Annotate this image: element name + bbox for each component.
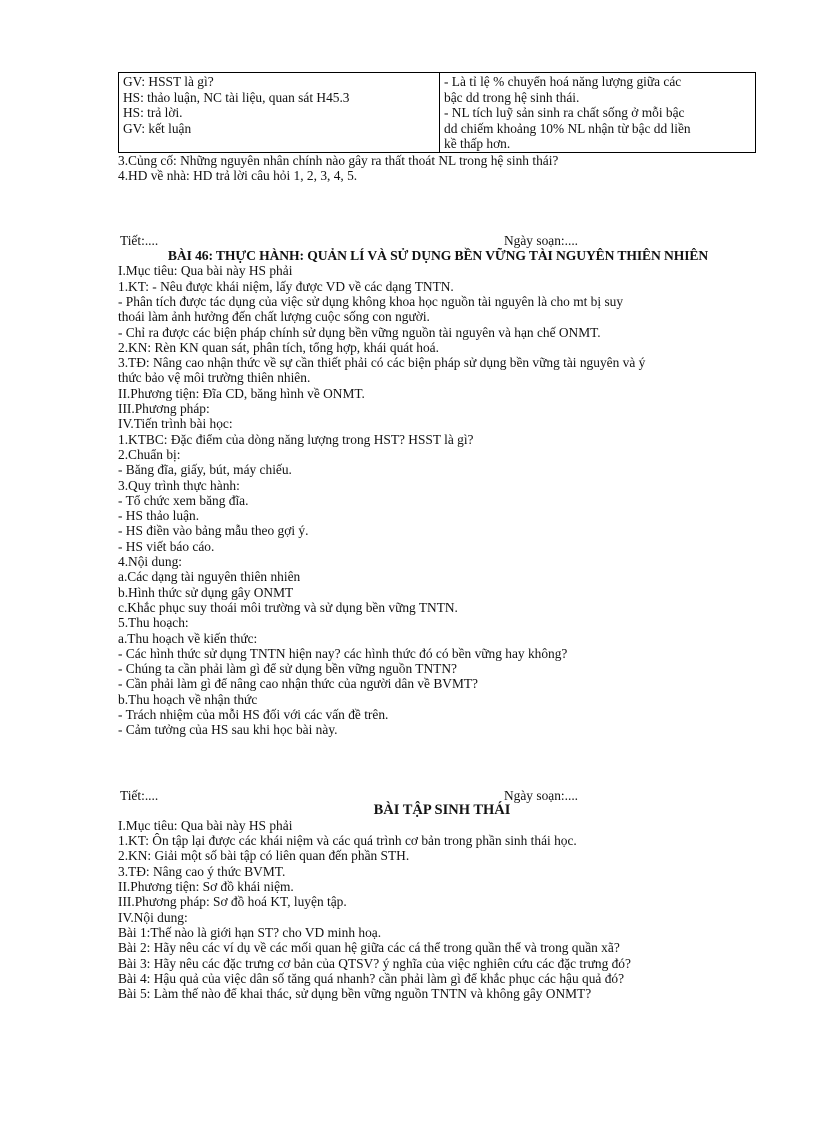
lesson46-title: BÀI 46: THỰC HÀNH: QUẢN LÍ VÀ SỬ DỤNG BỀN VỮNG TÀI NGUYÊN THIÊN NHIÊN: [167, 248, 709, 264]
lesson46-header: [118, 233, 758, 248]
text-line: 4.Nội dung:: [118, 554, 182, 570]
text-line: 2.KN: Rèn KN quan sát, phân tích, tổng hợp, khái quát hoá.: [118, 339, 439, 355]
ngay-soan-label: Ngày soạn:....: [504, 233, 579, 249]
table-right-line: - Là tỉ lệ % chuyển hoá năng lượng giữa các: [444, 74, 682, 89]
text-line: 1.KTBC: Đặc điểm của dòng năng lượng trong HST? HSST là gì?: [118, 431, 474, 447]
text-line: - HS điền vào bảng mẫu theo gợi ý.: [118, 523, 309, 539]
text-line: 1.KT: - Nêu được khái niệm, lấy được VD về các dạng TNTN.: [118, 278, 454, 294]
tiet-label: Tiết:....: [120, 233, 159, 249]
document-page: [118, 72, 758, 1001]
text-line: b.Thu hoạch về nhận thức: [118, 691, 258, 707]
consolidation-line: 3.Củng cố: Những nguyên nhân chính nào gây ra thất thoát NL trong hệ sinh thái?: [118, 152, 559, 168]
text-line: III.Phương pháp: Sơ đồ hoá KT, luyện tập.: [118, 894, 347, 910]
table-row: [119, 73, 756, 153]
text-line: - Chúng ta cần phải làm gì để sử dụng bền vững nguồn TNTN?: [118, 661, 457, 677]
text-line: 2.KN: Giải một số bài tập có liên quan đến phần STH.: [118, 848, 410, 864]
table-right-line: kề thấp hơn.: [444, 136, 511, 151]
ngay-soan-label: Ngày soạn:....: [504, 787, 579, 803]
text-line: 1.KT: Ôn tập lại được các khái niệm và các quá trình cơ bản trong phần sinh thái học.: [118, 833, 577, 849]
text-line: - HS thảo luận.: [118, 508, 200, 524]
exercises-body: [118, 818, 758, 1002]
text-line: - HS viết báo cáo.: [118, 538, 215, 554]
text-line: 3.Quy trình thực hành:: [118, 477, 240, 493]
text-line: 3.TĐ: Nâng cao ý thức BVMT.: [118, 863, 286, 879]
content-cell: [440, 73, 756, 153]
text-line: IV.Nội dung:: [118, 909, 188, 925]
text-line: I.Mục tiêu: Qua bài này HS phải: [118, 263, 293, 279]
text-line: - Băng đĩa, giấy, bút, máy chiếu.: [118, 462, 292, 478]
text-line: II.Phương tiện: Đĩa CD, băng hình về ONMT.: [118, 385, 365, 401]
text-line: a.Các dạng tài nguyên thiên nhiên: [118, 569, 301, 585]
text-line: 3.TĐ: Nâng cao nhận thức về sự cần thiết phải có các biện pháp sử dụng bền vững tài nguyên và ý: [118, 355, 646, 371]
text-line: III.Phương pháp:: [118, 401, 210, 417]
text-line: I.Mục tiêu: Qua bài này HS phải: [118, 817, 293, 833]
text-line: a.Thu hoạch về kiến thức:: [118, 630, 258, 646]
text-line: - Trách nhiệm của mỗi HS đối với các vấn đề trên.: [118, 707, 389, 722]
tiet-label: Tiết:....: [120, 787, 159, 803]
homework-line: 4.HD về nhà: HD trả lời câu hỏi 1, 2, 3, 4, 5.: [118, 167, 358, 183]
text-line: Bài 1:Thế nào là giới hạn ST? cho VD minh hoạ.: [118, 924, 382, 940]
text-line: IV.Tiến trình bài học:: [118, 416, 233, 432]
table-left-line: GV: kết luận: [123, 120, 192, 136]
text-line: - Chỉ ra được các biện pháp chính sử dụng bền vững nguồn tài nguyên và hạn chế ONMT.: [118, 324, 601, 340]
text-line: Bài 5: Làm thế nào để khai thác, sử dụng bền vững nguồn TNTN và không gây ONMT?: [118, 986, 592, 1002]
text-line: thoái làm ảnh hưởng đến chất lượng cuộc sống con người.: [118, 309, 430, 325]
text-line: Bài 4: Hậu quả của việc dân số tăng quá nhanh? cần phải làm gì để khắc phục các hậu quả đó?: [118, 970, 625, 986]
table-right-line: - NL tích luỹ sản sinh ra chất sống ở mỗi bậc: [444, 105, 685, 120]
text-line: II.Phương tiện: Sơ đồ khái niệm.: [118, 879, 294, 895]
text-line: b.Hình thức sử dụng gây ONMT: [118, 584, 294, 600]
lesson46-body: [118, 263, 758, 737]
teacher-activity-cell: [119, 73, 440, 153]
text-line: - Cần phải làm gì để nâng cao nhận thức của người dân về BVMT?: [118, 676, 478, 692]
text-line: 2.Chuẩn bị:: [118, 446, 181, 462]
text-line: Bài 3: Hãy nêu các đặc trưng cơ bản của QTSV? ý nghĩa của việc nghiên cứu các đặc trưng đó?: [118, 955, 631, 971]
table-right-line: dd chiếm khoảng 10% NL nhận từ bậc dd liền: [444, 120, 691, 136]
table-left-line: HS: trả lời.: [123, 105, 183, 120]
text-line: c.Khắc phục suy thoái môi trường và sử dụng bền vững TNTN.: [118, 599, 458, 615]
table-left-line: GV: HSST là gì?: [123, 74, 214, 89]
text-line: - Các hình thức sử dụng TNTN hiện nay? các hình thức đó có bền vững hay không?: [118, 645, 568, 661]
exercises-header: [118, 788, 758, 803]
text-line: - Phân tích được tác dụng của việc sử dụng không khoa học nguồn tài nguyên là cho mt bị suy: [118, 293, 624, 309]
activity-table: [118, 72, 756, 153]
text-line: Bài 2: Hãy nêu các ví dụ về các mối quan hệ giữa các cá thể trong quần thể và trong quần xã?: [118, 940, 620, 956]
exercises-title: BÀI TẬP SINH THÁI: [373, 801, 511, 818]
table-right-line: bậc dd trong hệ sinh thái.: [444, 89, 580, 105]
text-line: 5.Thu hoạch:: [118, 615, 189, 631]
table-left-line: HS: thảo luận, NC tài liệu, quan sát H45.3: [123, 89, 350, 105]
text-line: thức bảo vệ môi trường thiên nhiên.: [118, 370, 311, 386]
text-line: - Tổ chức xem băng đĩa.: [118, 492, 249, 508]
text-line: - Cảm tưởng của HS sau khi học bài này.: [118, 722, 338, 738]
